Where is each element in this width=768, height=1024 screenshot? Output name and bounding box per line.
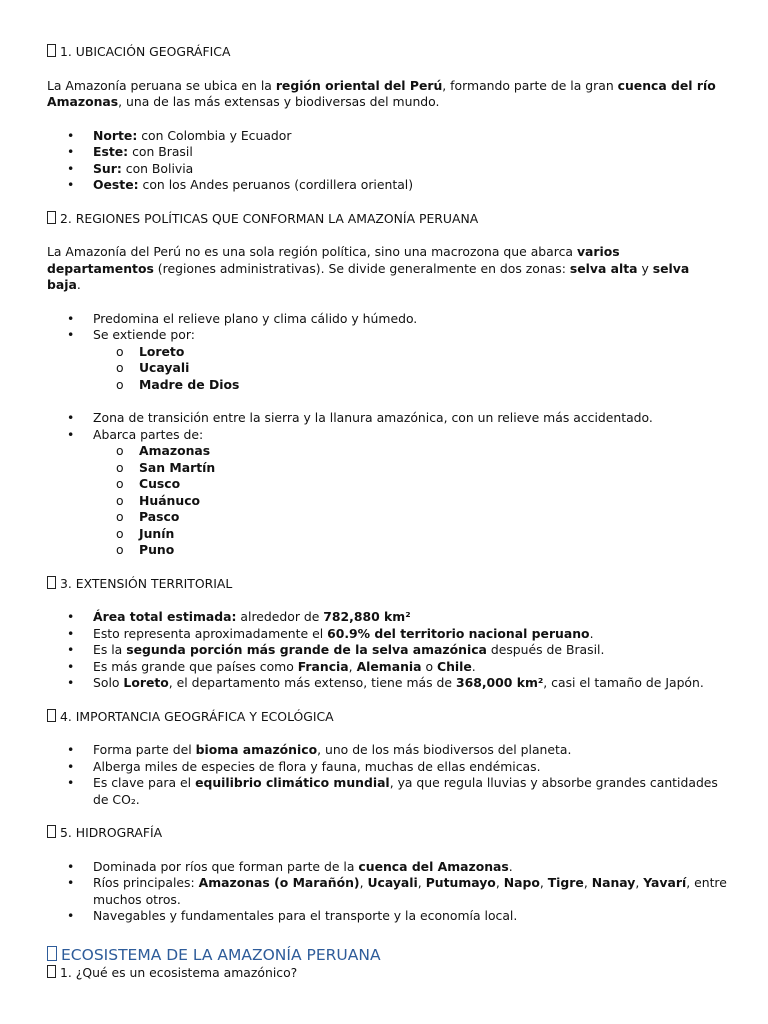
list-item: • Este: con Brasil: [47, 144, 727, 161]
list-item: • Se extiende por: o Loreto o Ucayali o Madre de Dios: [47, 327, 727, 393]
ecosystem-question-heading: 1. ¿Qué es un ecosistema amazónico?: [47, 965, 727, 982]
list-item: • Esto representa aproximadamente el 60.9% del territorio nacional peruano.: [47, 626, 727, 643]
ecosystem-heading: ECOSISTEMA DE LA AMAZONÍA PERUANA: [47, 945, 727, 965]
list-item: o Huánuco: [47, 493, 727, 510]
section-4-heading: 4. IMPORTANCIA GEOGRÁFICA Y ECOLÓGICA: [47, 709, 727, 726]
section-1-paragraph: La Amazonía peruana se ubica en la región oriental del Perú, formando parte de la gran cuenca del río Amazonas, una de las más extensas y biodiversas del mundo.: [47, 77, 716, 109]
selva-baja-list: [47, 311, 727, 394]
list-item: • Ríos principales: Amazonas (o Marañón), Ucayali, Putumayo, Napo, Tigre, Nanay, Yavarí, entre muchos otros.: [47, 875, 727, 908]
list-item: • Sur: con Bolivia: [47, 161, 727, 178]
list-item: • Oeste: con los Andes peruanos (cordillera oriental): [47, 177, 727, 194]
departments-sublist: [93, 443, 727, 559]
section-2-heading: 2. REGIONES POLÍTICAS QUE CONFORMAN LA AMAZONÍA PERUANA: [47, 211, 727, 228]
list-item: • Forma parte del bioma amazónico, uno de los más biodiversos del planeta.: [47, 742, 727, 759]
section-3-heading: 3. EXTENSIÓN TERRITORIAL: [47, 576, 727, 593]
list-item: • Es clave para el equilibrio climático mundial, ya que regula lluvias y absorbe grandes cantidades de CO₂.: [47, 775, 727, 808]
list-item: • Área total estimada: alrededor de 782,880 km²: [47, 609, 727, 626]
list-item: • Solo Loreto, el departamento más extenso, tiene más de 368,000 km², casi el tamaño de Japón.: [47, 675, 727, 692]
extension-list: [47, 609, 727, 692]
missing-glyph-icon: [47, 825, 56, 838]
hydrography-list: [47, 859, 727, 925]
missing-glyph-icon: [47, 965, 56, 978]
missing-glyph-icon: [47, 709, 56, 722]
list-item: • Dominada por ríos que forman parte de la cuenca del Amazonas.: [47, 859, 727, 876]
list-item: • Es más grande que países como Francia, Alemania o Chile.: [47, 659, 727, 676]
section-1-heading: 1. UBICACIÓN GEOGRÁFICA: [47, 44, 727, 61]
list-item: o Puno: [47, 542, 727, 559]
missing-glyph-icon: [47, 44, 56, 57]
list-item: • Navegables y fundamentales para el transporte y la economía local.: [47, 908, 727, 925]
list-item: • Predomina el relieve plano y clima cálido y húmedo.: [47, 311, 727, 328]
list-item: o San Martín: [47, 460, 727, 477]
list-item: o Amazonas: [47, 443, 727, 460]
list-item: • Zona de transición entre la sierra y la llanura amazónica, con un relieve más accidentado.: [47, 410, 727, 427]
importance-list: [47, 742, 727, 808]
list-item: • Es la segunda porción más grande de la selva amazónica después de Brasil.: [47, 642, 727, 659]
list-item: • Norte: con Colombia y Ecuador: [47, 128, 727, 145]
missing-glyph-icon: [47, 211, 56, 224]
list-item: o Junín: [47, 526, 727, 543]
selva-alta-list: [47, 410, 727, 559]
section-2-paragraph: La Amazonía del Perú no es una sola región política, sino una macrozona que abarca varios departamentos (regiones administrativas). Se divide generalmente en dos zonas: selva alta y selva baja.: [47, 244, 690, 292]
departments-sublist: [93, 344, 727, 394]
borders-list: [47, 128, 727, 194]
list-item: o Pasco: [47, 509, 727, 526]
document-page: [47, 44, 727, 981]
list-item: o Cusco: [47, 476, 727, 493]
list-item: o Madre de Dios: [47, 377, 727, 394]
list-item: • Abarca partes de: o Amazonas o San Martín o Cusco o Huánuco o Pasco o Junín o Puno: [47, 427, 727, 559]
section-5-heading: 5. HIDROGRAFÍA: [47, 825, 727, 842]
list-item: • Alberga miles de especies de flora y fauna, muchas de ellas endémicas.: [47, 759, 727, 776]
missing-glyph-icon: [47, 946, 57, 961]
missing-glyph-icon: [47, 576, 56, 589]
list-item: o Ucayali: [47, 360, 727, 377]
list-item: o Loreto: [47, 344, 727, 361]
